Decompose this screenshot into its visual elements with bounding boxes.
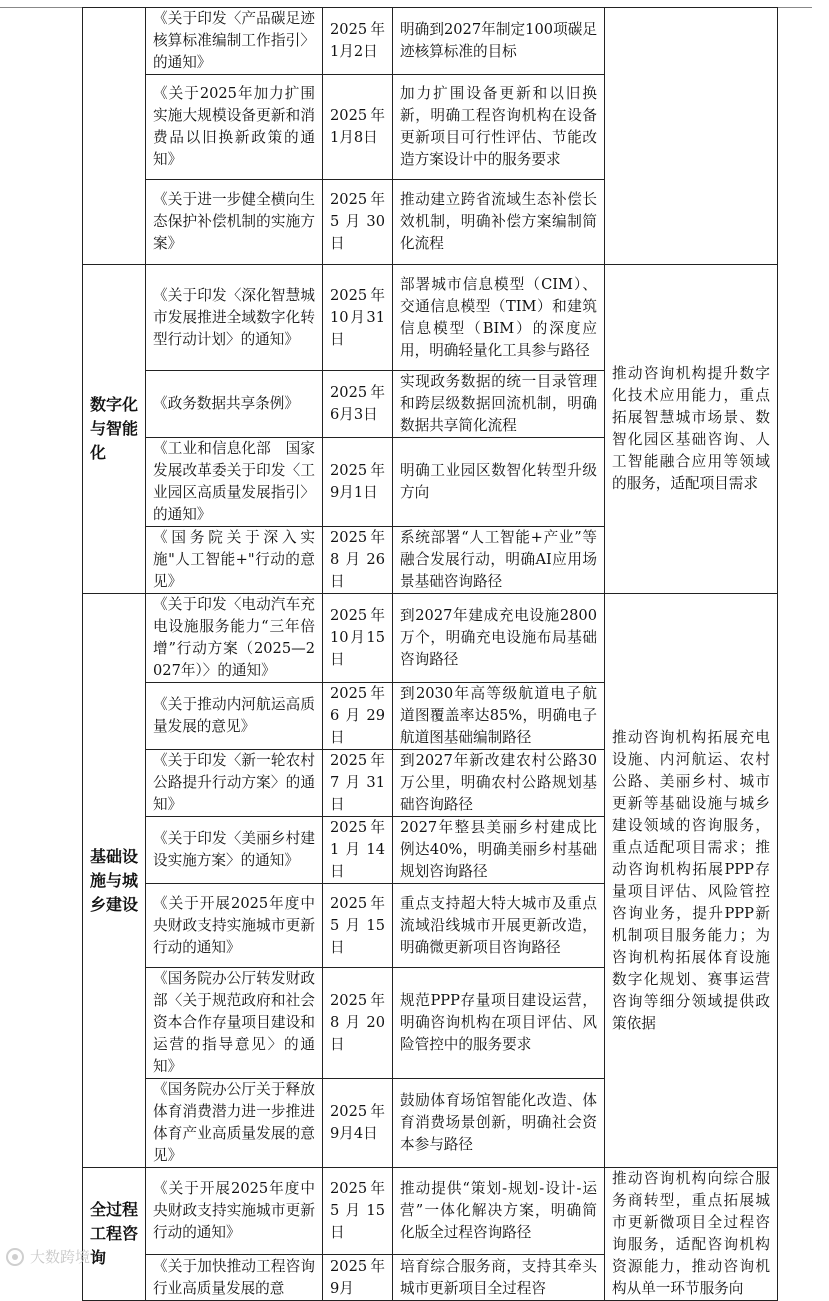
policy-name: 《关于进一步健全横向生态保护补偿机制的实施方案》 <box>146 180 323 265</box>
policy-name: 《关于印发〈新一轮农村公路提升行动方案〉的通知》 <box>146 750 323 817</box>
policy-name: 《关于印发〈产品碳足迹核算标准编制工作指引〉的通知》 <box>146 8 323 75</box>
policy-date: 2025年6月29日 <box>323 683 393 750</box>
policy-date: 2025年8月26日 <box>323 527 393 594</box>
policy-name: 《关于加快推动工程咨询行业高质量发展的意 <box>146 1255 323 1301</box>
category-cell: 全过程工程咨询 <box>83 1168 146 1301</box>
table-row <box>83 265 778 371</box>
policy-date: 2025年9月1日 <box>323 438 393 527</box>
policy-name: 《国务院关于深入实施"人工智能+"行动的意见》 <box>146 527 323 594</box>
policy-name: 《政务数据共享条例》 <box>146 371 323 438</box>
policy-date: 2025年10月15日 <box>323 594 393 683</box>
policy-content: 重点支持超大特大城市及重点流域沿线城市开展更新改造，明确微更新项目咨询路径 <box>393 884 605 968</box>
policy-date: 2025年6月3日 <box>323 371 393 438</box>
policy-date: 2025年5月15日 <box>323 1168 393 1255</box>
policy-date: 2025年8月20日 <box>323 968 393 1079</box>
policy-name: 《关于2025年加力扩围实施大规模设备更新和消费品以旧换新政策的通知》 <box>146 75 323 180</box>
policy-content: 推动提供“策划-规划-设计-运营”一体化解决方案，明确简化版全过程咨询路径 <box>393 1168 605 1255</box>
category-cell <box>83 8 146 265</box>
policy-name: 《关于推动内河航运高质量发展的意见》 <box>146 683 323 750</box>
policy-content: 加力扩围设备更新和以旧换新，明确工程咨询机构在设备更新项目可行性评估、节能改造方案设计中的服务要求 <box>393 75 605 180</box>
policy-content: 到2027年新改建农村公路30万公里，明确农村公路规划基础咨询路径 <box>393 750 605 817</box>
policy-name: 《国务院办公厅关于释放体育消费潜力进一步推进体育产业高质量发展的意见》 <box>146 1079 323 1168</box>
policy-name: 《关于开展2025年度中央财政支持实施城市更新行动的通知》 <box>146 884 323 968</box>
watermark-text: 大数跨境 <box>30 1248 91 1266</box>
impact-cell: 推动咨询机构提升数字化技术应用能力，重点拓展智慧城市场景、数智化园区基础咨询、人工智能融合应用等领域的服务，适配项目需求 <box>605 265 778 594</box>
policy-content: 明确工业园区数智化转型升级方向 <box>393 438 605 527</box>
category-cell: 基础设施与城乡建设 <box>83 594 146 1168</box>
policy-content: 到2027年建成充电设施2800万个，明确充电设施布局基础咨询路径 <box>393 594 605 683</box>
policy-name: 《国务院办公厅转发财政部〈关于规范政府和社会资本合作存量项目建设和运营的指导意见〉的通知》 <box>146 968 323 1079</box>
policy-date: 2025年7月31日 <box>323 750 393 817</box>
policy-name: 《关于印发〈深化智慧城市发展推进全域数字化转型行动计划〉的通知》 <box>146 265 323 371</box>
policy-content: 部署城市信息模型（CIM）、交通信息模型（TIM）和建筑信息模型（BIM）的深度应用，明确轻量化工具参与路径 <box>393 265 605 371</box>
policy-date: 2025年9月4日 <box>323 1079 393 1168</box>
policy-name: 《工业和信息化部 国家发展改革委关于印发〈工业园区高质量发展指引〉的通知》 <box>146 438 323 527</box>
policy-name: 《关于印发〈美丽乡村建设实施方案〉的通知》 <box>146 817 323 884</box>
policy-table <box>82 7 778 1301</box>
policy-content: 2027年整县美丽乡村建成比例达40%，明确美丽乡村基础规划咨询路径 <box>393 817 605 884</box>
impact-cell: 推动咨询机构拓展充电设施、内河航运、农村公路、美丽乡村、城市更新等基础设施与城乡建设领域的咨询服务，重点适配项目需求；推动咨询机构拓展PPP存量项目评估、风险管控咨询业务，提升PPP新机制项目服务能力；为咨询机构拓展体育设施数字化规划、赛事运营咨询等细分领域提供政策依据 <box>605 594 778 1168</box>
policy-date: 2025年9月 <box>323 1255 393 1301</box>
policy-content: 实现政务数据的统一目录管理和跨层级数据回流机制，明确数据共享简化流程 <box>393 371 605 438</box>
policy-content: 明确到2027年制定100项碳足迹核算标准的目标 <box>393 8 605 75</box>
policy-content: 规范PPP存量项目建设运营，明确咨询机构在项目评估、风险管控中的服务要求 <box>393 968 605 1079</box>
policy-content: 培育综合服务商，支持其牵头城市更新项目全过程咨 <box>393 1255 605 1301</box>
category-cell: 数字化与智能化 <box>83 265 146 594</box>
table-row <box>83 8 778 75</box>
policy-name: 《关于印发〈电动汽车充电设施服务能力“三年倍增”行动方案（2025—2027年）〉的通知》 <box>146 594 323 683</box>
policy-content: 鼓励体育场馆智能化改造、体育消费场景创新，明确社会资本参与路径 <box>393 1079 605 1168</box>
policy-date: 2025年1月8日 <box>323 75 393 180</box>
impact-cell <box>605 8 778 265</box>
table-row <box>83 1168 778 1255</box>
policy-name: 《关于开展2025年度中央财政支持实施城市更新行动的通知》 <box>146 1168 323 1255</box>
policy-content: 到2030年高等级航道电子航道图覆盖率达85%，明确电子航道图基础编制路径 <box>393 683 605 750</box>
table-row <box>83 594 778 683</box>
logo-icon <box>6 1248 24 1266</box>
watermark <box>6 1246 90 1267</box>
policy-date: 2025年5月30日 <box>323 180 393 265</box>
policy-date: 2025年10月31日 <box>323 265 393 371</box>
policy-date: 2025年1月14日 <box>323 817 393 884</box>
policy-content: 推动建立跨省流域生态补偿长效机制，明确补偿方案编制简化流程 <box>393 180 605 265</box>
policy-content: 系统部署“人工智能+产业”等融合发展行动，明确AI应用场景基础咨询路径 <box>393 527 605 594</box>
impact-cell: 推动咨询机构向综合服务商转型，重点拓展城市更新微项目全过程咨询服务，适配咨询机构资源能力，推动咨询机构从单一环节服务向 <box>605 1168 778 1301</box>
policy-date: 2025年1月2日 <box>323 8 393 75</box>
policy-date: 2025年5月15日 <box>323 884 393 968</box>
